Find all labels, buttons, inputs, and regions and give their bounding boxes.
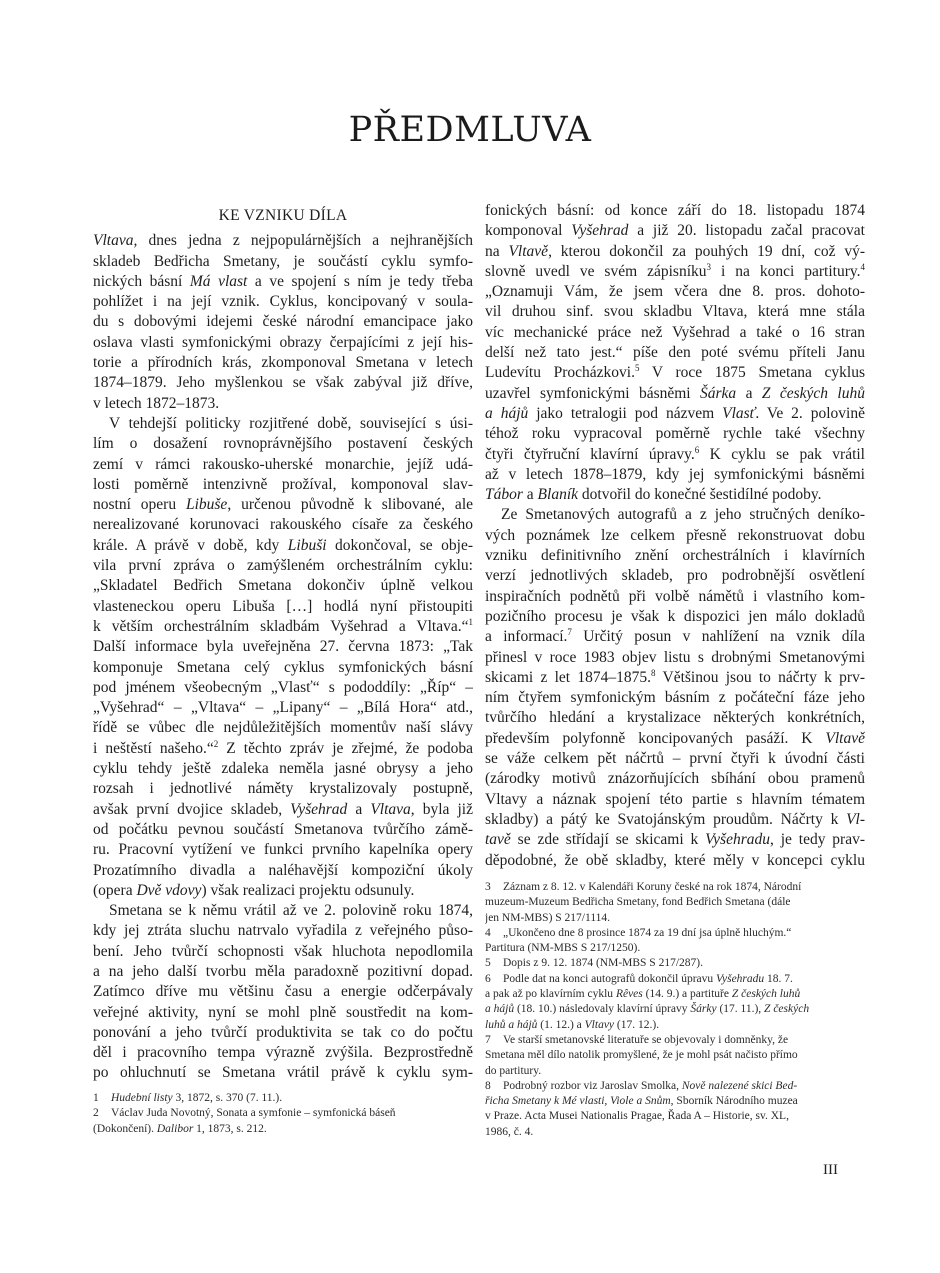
text-line: V tehdejší politicky rozjitřené době, související s úsi-: [109, 414, 473, 432]
text-line: lím o dosažení rovnoprávnějšího postavení českých: [93, 435, 473, 453]
text-line: Ze Smetanových autografů a z jeho stručných deníko-: [501, 506, 865, 524]
footnote-line: 8 Podrobný rozbor viz Jaroslav Smolka, Nově nalezené skici Bed-: [485, 1079, 865, 1094]
footnote-number: 1: [93, 1092, 99, 1104]
text-line: „Skladatel Bedřich Smetana dokončiv úplně velkou: [93, 577, 473, 595]
footnote-number: 5: [485, 957, 491, 970]
text-line: oslava vlasti symfonickými obrazy čerpajícími z její his-: [93, 333, 473, 351]
text-line: inspiračních podnětů při volbě námětů i vlastního kom-: [485, 587, 865, 605]
right-body-text: [485, 201, 865, 871]
text-line: Tábor a Blaník dotvořil do konečné šestidílné podoby.: [485, 486, 822, 504]
page-number: III: [823, 1162, 838, 1178]
footnote-5: [485, 956, 865, 971]
text-line: a hájů jako tetralogii pod názvem Vlasť. Ve 2. polovině: [485, 404, 865, 422]
footnote-line: luhů a hájů (1. 12.) a Vltavy (17. 12.).: [485, 1018, 660, 1031]
text-line: torie a přírodních krás, zkomponoval Smetana v letech: [93, 354, 473, 372]
text-line: skladeb Bedřicha Smetany, je součástí cyklu symfo-: [93, 252, 473, 270]
text-line: vila první zpráva o zamýšleném orchestrálním cyklu:: [93, 557, 473, 575]
text-line: Prozatímního divadla a naléhavější kompoziční úkoly: [93, 861, 473, 879]
text-line: přinesl v roce 1983 objev listu s drobnými Smetanovými: [485, 648, 865, 666]
text-line: pod jménem všeobecným „Vlasť“ s pododdíly: „Říp“ –: [93, 678, 473, 696]
text-line: vil druhou sinf. svou skladbu Vltava, která mne stála: [485, 303, 865, 321]
text-line: čtyři čtyřruční klavírní úpravy.$^6$ K cyklu se pak vrátil: [485, 444, 865, 463]
footnote-line: a pak až po klavírním cyklu Rêves (14. 9.) a partituře Z českých luhů: [485, 988, 801, 1001]
text-line: Smetana se k němu vrátil až ve 2. polovině roku 1874,: [109, 902, 473, 920]
text-line: tavě se zde střídají se skicami k Vyšehradu, je tedy prav-: [485, 831, 865, 849]
text-line: du s dobovými idejemi české národní emancipace jako: [93, 313, 473, 331]
text-line: „Vyšehrad“ – „Vltava“ – „Lipany“ – „Bílá Hora“ atd.,: [93, 699, 473, 717]
text-line: se váže celkem pět náčrtů – první čtyři k úvodní části: [485, 750, 865, 768]
text-line: a informací.$^7$ Určitý posun v nahlížení na vznik díla: [485, 627, 865, 646]
text-line: především polyfonně koncipovaných pasáží. K Vltavě: [485, 729, 865, 747]
text-line: Ludevítu Procházkovi.$^5$ V roce 1875 Smetana cyklus: [485, 363, 865, 382]
text-line: ru. Pracovní vytížení ve funkci prvního kapelníka opery: [93, 841, 473, 859]
text-line: fonických básní: od konce září do 18. listopadu 1874: [485, 202, 865, 219]
text-line: nerealizované korunovaci rakouského císaře za českého: [93, 516, 473, 534]
text-line: ním čtyřem symfonickým básním z počáteční fáze jeho: [485, 689, 865, 707]
footnote-4: [485, 926, 865, 957]
footnote-3: [485, 880, 865, 926]
footnote-8: [485, 1079, 865, 1140]
text-line: komponuje Smetana celý cyklus symfonických básní: [93, 658, 473, 676]
text-line: vých poznámek lze celkem přesně rekonstruovat dobu: [485, 526, 865, 544]
text-line: Vltavy a náznak spojení této partie s hlavním tématem: [485, 790, 865, 808]
footnote-line: v Praze. Acta Musei Nationalis Pragae, Řada A – Historie, sv. XL,: [485, 1110, 789, 1123]
text-line: losti poměrně intenzivně prožíval, komponoval slav-: [93, 475, 473, 493]
footnote-number: 8: [485, 1079, 491, 1092]
footnote-line: 5 Dopis z 9. 12. 1874 (NM-MBS S 217/287).: [485, 956, 865, 971]
footnote-6: [485, 972, 865, 1033]
text-line: delší než tato jest.“ píše den poté svému příteli Janu: [485, 344, 865, 362]
text-line: „Oznamuji Vám, že jsem včera dne 8. pros. dohoto-: [485, 283, 865, 301]
footnote-line: 2 Václav Juda Novotný, Sonata a symfonie – symfonická báseň: [93, 1106, 473, 1121]
text-line: skladby) a pátý ke Svatojánským proudům. Náčrty k Vl-: [485, 810, 865, 828]
text-line: skicami z let 1874–1875.$^8$ Většinou jsou to náčrty k prv-: [485, 667, 865, 686]
text-line: vzniku definitivního znění orchestrálních i klavírních: [485, 547, 865, 565]
footnote-number: 6: [485, 972, 491, 985]
footnote-line: muzeum-Muzeum Bedřicha Smetany, fond Bedřich Smetana (dále: [485, 896, 791, 909]
text-line: veřejné aktivity, nyní se mohl plně soustředit na kom-: [93, 1003, 473, 1021]
footnote-line: do partitury.: [485, 1064, 542, 1077]
text-line: 1874–1879. Jeho myšlenkou se však zabýval již dříve,: [93, 374, 473, 392]
footnote-line: Partitura (NM-MBS S 217/1250).: [485, 942, 641, 955]
footnotes-left: [93, 1091, 473, 1137]
footnote-line: a hájů (18. 10.) následovaly klavírní úpravy Šárky (17. 11.), Z českých: [485, 1003, 810, 1016]
text-line: slovně uvedl ve svém zápisníku$^3$ i na konci partitury.$^4$: [485, 261, 865, 280]
text-line: vlasteneckou operu Libuša […] hodlá nyní přistoupiti: [93, 597, 473, 615]
footnote-number: 4: [485, 926, 491, 939]
text-line: rozsah i jednotlivé náměty krystalizovaly postupně,: [93, 780, 473, 798]
footnote-number: 3: [485, 881, 491, 893]
footnotes-right: [485, 880, 865, 1140]
text-line: pohlížet i na její vznik. Cyklus, koncipovaný v soula-: [93, 293, 473, 311]
text-line: komponoval Vyšehrad a již 20. listopadu začal pracovat: [485, 222, 865, 240]
text-line: nických básní Má vlast a ve spojení s ním je tedy třeba: [93, 272, 473, 290]
text-line: v letech 1872–1873.: [93, 394, 220, 412]
text-line: děpodobné, že obě skladby, které měly v koncepci cyklu: [485, 851, 865, 869]
footnote-line: 1 Hudební listy 3, 1872, s. 370 (7. 11.).: [93, 1091, 473, 1106]
text-line: téhož roku vypracoval poměrně rychle také všechny: [485, 425, 865, 443]
text-line: cyklu tehdy ještě zdaleka neměla jasné obrysy a jeho: [93, 760, 473, 778]
text-line: na Vltavě, kterou dokončil za pouhých 19 dní, což vý-: [485, 242, 865, 260]
text-line: od počátku pevnou součástí Smetanova tvůrčího zámě-: [93, 820, 473, 838]
text-line: zemí v rámci rakousko-uherské monarchie, jejíž udá-: [93, 455, 473, 473]
text-line: i neštěstí našeho.“$^2$ Z těchto zpráv je zřejmé, že podoba: [93, 738, 473, 757]
text-line: nostní operu Libuše, určenou původně k slibované, ale: [93, 496, 473, 514]
text-line: víc mechanické práce než Vyšehrad a také o 16 stran: [485, 323, 865, 341]
text-line: kdy jej ztráta sluchu natrvalo vyřadila z veřejného půso-: [93, 922, 473, 940]
text-line: pozičního procesu je však k dispozici jen málo dokladů: [485, 607, 865, 625]
footnote-1: [93, 1091, 473, 1106]
left-body-text: [93, 231, 473, 1083]
footnote-line: 3 Záznam z 8. 12. v Kalendáři Koruny české na rok 1874, Národní: [485, 880, 865, 895]
footnote-2: [93, 1106, 473, 1137]
text-line: děl i pracovního tempa výrazně zvýšila. Bezprostředně: [93, 1044, 473, 1062]
left-column: [93, 201, 473, 1084]
footnote-line: 6 Podle dat na konci autografů dokončil úpravu Vyšehradu 18. 7.: [485, 972, 865, 987]
text-line: uzavřel symfonickými básněmi Šárka a Z českých luhů: [485, 384, 865, 402]
text-line: a na jeho další tvorbu měla paradoxně pozitivní dopad.: [93, 962, 473, 980]
text-line: krále. A právě v době, kdy Libuši dokončoval, se obje-: [93, 536, 473, 554]
text-line: řídě se vůbec dle nejdůležitějších momentův naší slávy: [93, 719, 473, 737]
text-line: Zatímco dříve mu většinu času a energie odčerpávaly: [93, 983, 473, 1001]
footnote-number: 2: [93, 1107, 99, 1120]
text-line: (opera Dvě vdovy) však realizaci projektu odsunuly.: [93, 881, 415, 899]
text-line: verzí jednotlivých skladeb, pro podrobnější osvětlení: [485, 567, 865, 585]
text-line: bení. Jeho tvůrčí schopnosti však hluchota nepodlomila: [93, 942, 473, 960]
text-line: avšak první dvojice skladeb, Vyšehrad a Vltava, byla již: [93, 800, 473, 818]
footnote-line: (Dokončení). Dalibor 1, 1873, s. 212.: [93, 1122, 267, 1135]
section-heading: KE VZNIKU DÍLA: [218, 207, 348, 224]
text-line: až v letech 1878–1879, kdy jej symfonickými básněmi: [485, 465, 865, 483]
footnote-line: Smetana měl dílo natolik promyšlené, že je mohl psát načisto přímo: [485, 1049, 798, 1062]
footnote-line: 1986, č. 4.: [485, 1125, 534, 1138]
footnote-line: 7 Ve starší smetanovské literatuře se objevovaly i domněnky, že: [485, 1033, 865, 1048]
text-line: po ohluchnutí se Smetana vrátil právě k cyklu sym-: [93, 1064, 473, 1082]
footnote-7: [485, 1033, 865, 1079]
text-line: Vltava, dnes jedna z nejpopulárnějších a nejhranějších: [93, 232, 473, 250]
footnote-line: jen NM-MBS) S 217/1114.: [485, 911, 611, 924]
footnote-number: 7: [485, 1033, 491, 1046]
text-line: ponování a jeho tvůrčí produktivita se tak co do počtu: [93, 1023, 473, 1041]
text-line: (zárodky motivů znázorňujících sbíhání obou pramenů: [485, 770, 865, 788]
text-line: tvůrčího hledání a krystalizace některých konkrétních,: [485, 709, 865, 727]
footnote-line: řicha Smetany k Mé vlasti, Viole a Snům, Sborník Národního muzea: [485, 1095, 798, 1108]
footnote-line: 4 „Ukončeno dne 8 prosince 1874 za 19 dní jsa úplně hluchým.“: [485, 926, 865, 941]
right-column: [485, 201, 865, 871]
page-title: PŘEDMLUVA: [348, 110, 592, 150]
text-line: Další informace byla uveřejněna 27. června 1873: „Tak: [93, 638, 473, 656]
text-line: k větším orchestrálním skladbám Vyšehrad a Vltava.“$^1$: [93, 616, 473, 635]
